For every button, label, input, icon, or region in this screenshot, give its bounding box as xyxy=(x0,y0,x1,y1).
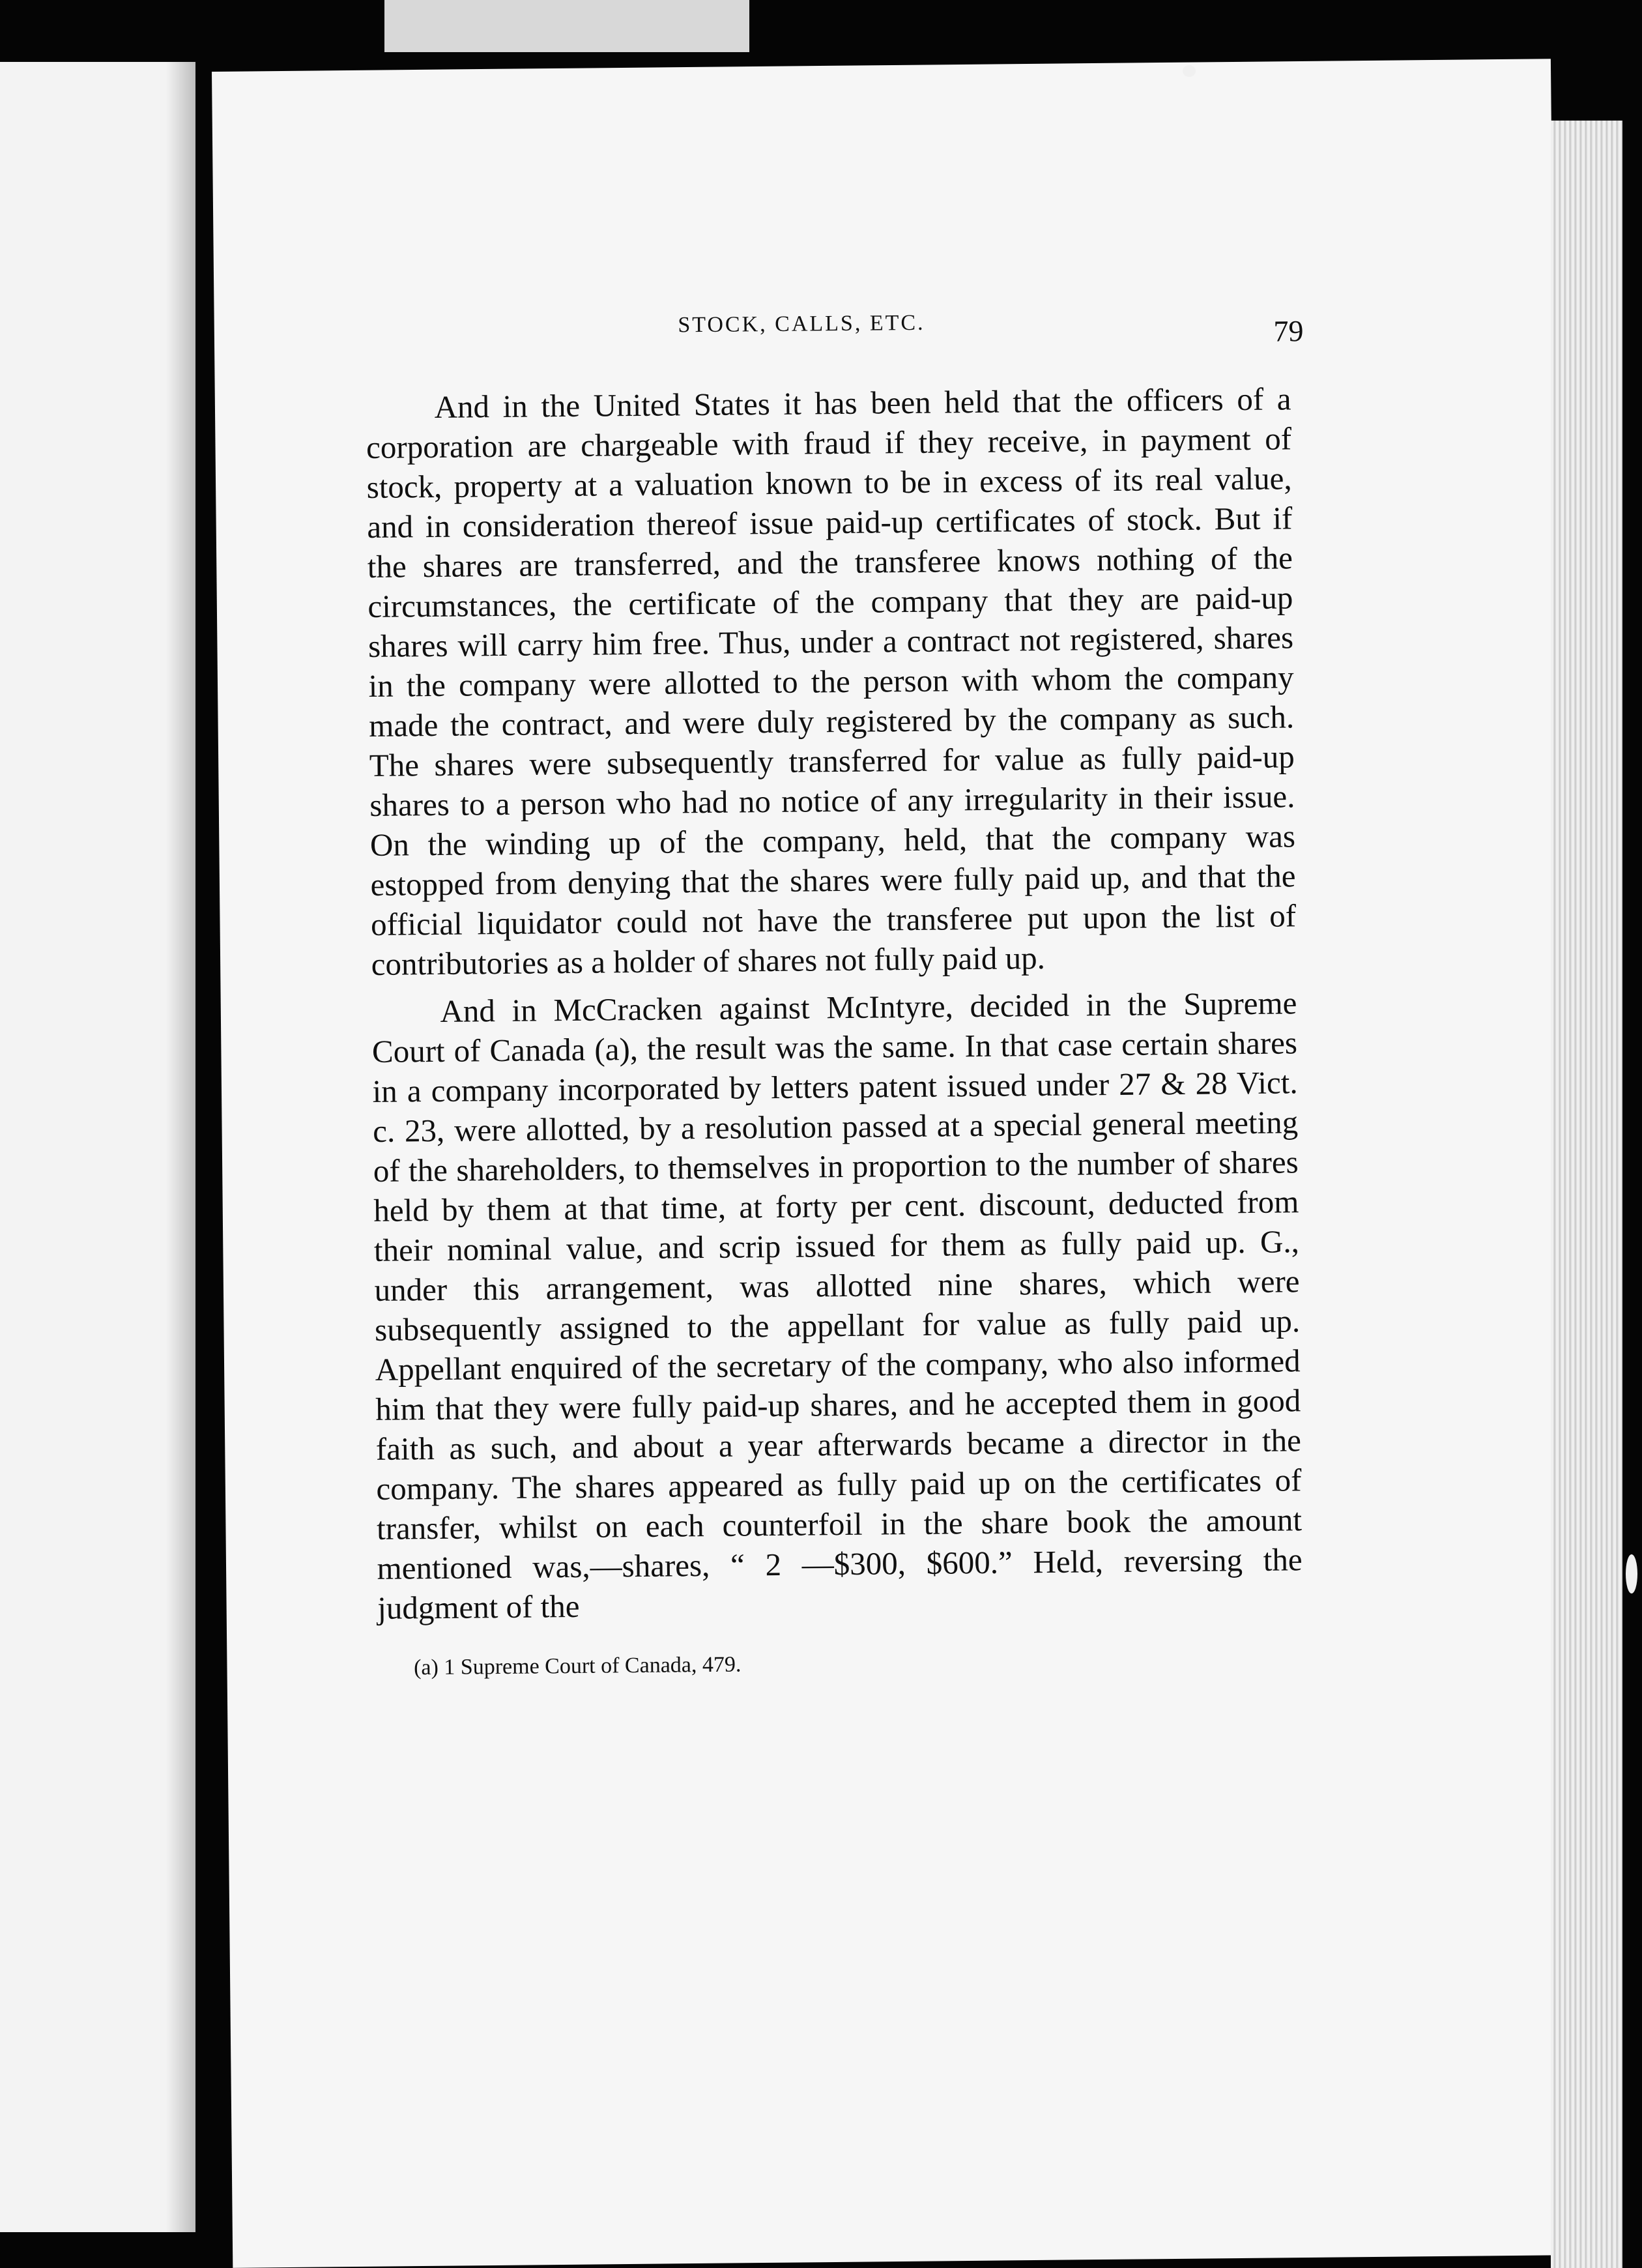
paragraph: And in McCracken against McIntyre, decided in the Supreme Court of Canada (a), the result was the same. In that case certain shares in a company incorporated by letters patent issued under 27 & 28 Vict. c. 23, were allotted, by a resolution passed at a special general meeting of the shareholders, to themselves in proportion to the number of shares held by them at that time, at forty per cent. discount, deducted from their nominal value, and scrip issued for them as fully paid up. G., under this arrangement, was allotted nine shares, which were subsequently assigned to the appellant for value as fully paid up. Appellant enquired of the secretary of the company, who also informed him that they were fully paid-up shares, and he accepted them in good faith as such, and about a year afterwards became a director in the company. The shares appeared as fully paid up on the certificates of transfer, whilst on each counterfoil in the share book the amount mentioned was,—shares, “ 2 —$300, $600.” Held, reversing the judgment of the xyxy=(371,985,1303,1626)
running-head xyxy=(365,294,1304,381)
body-text xyxy=(366,379,1303,1628)
gutter-shadow xyxy=(166,62,195,2232)
scan-speck xyxy=(1183,65,1196,77)
page-stack-edge xyxy=(1551,121,1622,2268)
footnote: (a) 1 Supreme Court of Canada, 479. xyxy=(413,1652,742,1680)
paragraph: And in the United States it has been held that the officers of a corporation are chargeable with fraud if they receive, in payment of stock, property at a valuation known to be in excess of its real value, and in consideration thereof issue paid-up certificates of stock. But if the shares are transferred, and the transferee knows nothing of the circumstances, the certificate of the company that they are paid-up shares will carry him free. Thus, under a contract not registered, shares in the company were allotted to the person with whom the company made the contract, and were duly registered by the company as such. The shares were subsequently transferred for value as fully paid-up shares to a person who had no notice of any irregularity in their issue. On the winding up of the company, held, that the company was estopped from denying that the shares were fully paid up, and that the official liquidator could not have the transferee put upon the list of contributories as a holder of shares not fully paid up. xyxy=(366,381,1297,982)
page-content xyxy=(365,294,1303,1683)
scan-speck xyxy=(1626,1554,1637,1593)
running-head-title: STOCK, CALLS, ETC. xyxy=(678,310,925,338)
scan-top-strip xyxy=(384,0,749,52)
page-number: 79 xyxy=(1273,314,1304,348)
